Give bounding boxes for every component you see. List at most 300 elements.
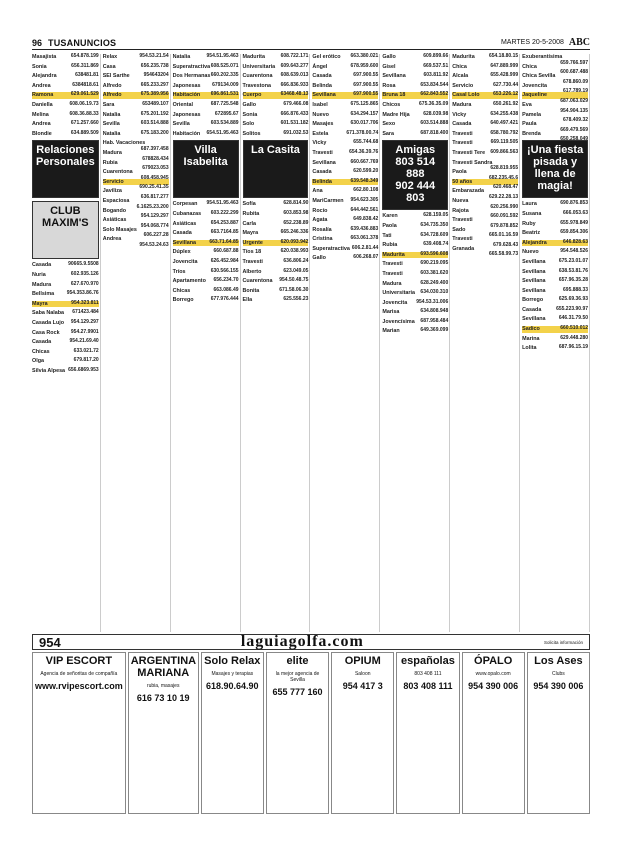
classified-ad (382, 281, 448, 288)
ad-name: Alcala (452, 73, 469, 80)
ad-name: Jovencita (382, 299, 408, 306)
ad-name: Sevillana (522, 316, 546, 323)
ad-phone[interactable]: 660.091.592 (490, 213, 519, 220)
ad-phone[interactable]: 679.878.852 (490, 222, 519, 229)
bottom-ad[interactable] (32, 652, 126, 814)
ad-phone[interactable]: 659.766.597 (560, 59, 589, 66)
ad-phone[interactable]: 663.7164.85 (210, 229, 239, 236)
bottom-ad-line: Masajes y terapias (211, 671, 254, 677)
ad-phone[interactable]: 659.854.306 (560, 229, 589, 236)
ad-phone[interactable]: 697.900.55 (353, 91, 379, 98)
ad-phone[interactable]: 646.828.63 (563, 238, 589, 245)
ad-phone[interactable]: 954643204 (143, 72, 169, 79)
ad-phone[interactable]: 608.722.171 (280, 53, 309, 59)
ad-phone[interactable]: 620.599.20 (353, 168, 379, 175)
ad-name: Sevillana (382, 73, 406, 80)
ad-phone[interactable]: 646.31.79.50 (558, 315, 589, 322)
display-ad-phone[interactable]: 803 514 888 (395, 156, 436, 181)
classified-ad (382, 213, 448, 220)
ad-phone[interactable]: 654.18.80.15 (488, 53, 519, 59)
ad-phone[interactable]: 690.219.095 (420, 260, 449, 267)
ad-phone[interactable]: 617.789.19 (563, 88, 589, 95)
classified-ad (103, 131, 169, 138)
display-ad-title: Villa Isabelita (183, 144, 228, 169)
ad-phone[interactable]: 627.730.44 (493, 81, 519, 88)
ad-phone[interactable]: 954.53.21.54 (139, 53, 169, 59)
ad-phone[interactable]: 630.017.706 (350, 120, 379, 127)
classified-ad (312, 198, 378, 205)
ad-phone[interactable]: 690.25.41.35 (139, 184, 169, 191)
ad-phone[interactable]: 656.6869.953 (68, 366, 99, 373)
classified-ad (312, 217, 378, 224)
ad-phone[interactable]: 629.22.28.13 (488, 193, 519, 200)
ad-name: Cuarentona (242, 278, 273, 285)
ad-name: Susana (522, 210, 542, 217)
ad-name: Solo (242, 121, 255, 128)
ad-name: Travesti (452, 236, 473, 243)
ad-phone[interactable]: 603.811.92 (423, 72, 449, 79)
ad-phone[interactable]: 654.878.199 (70, 53, 99, 59)
classified-ad (522, 269, 588, 276)
ad-phone[interactable]: 606.268.07 (353, 254, 379, 261)
ad-phone[interactable]: 629.448.280 (560, 334, 589, 341)
ad-phone[interactable]: 634.030.310 (420, 289, 449, 296)
ad-phone[interactable]: 678.959.600 (350, 62, 379, 69)
ad-phone[interactable]: 655.744.68 (353, 139, 379, 146)
ad-phone[interactable]: 634.294.157 (350, 110, 379, 117)
ad-phone[interactable]: 656.311.869 (71, 62, 99, 69)
ad-phone[interactable]: 696.861.531 (210, 91, 239, 98)
ad-name: Nuria (32, 271, 46, 278)
ad-name: Sexo (382, 121, 396, 128)
ad-name: Silvia Alpesa (32, 367, 66, 374)
ad-name: Eva (522, 101, 532, 108)
ad-phone[interactable]: 671.378.00.74 (346, 129, 379, 136)
ad-phone[interactable]: 663.71.64.85 (209, 238, 239, 245)
classified-ad (522, 230, 588, 237)
ad-phone[interactable]: 679023.053 (142, 165, 169, 172)
ad-phone[interactable]: 954.323.811 (71, 299, 99, 306)
ad-name: Travesti (452, 217, 473, 224)
bottom-ad-title: ÓPALO (474, 655, 513, 667)
ad-phone[interactable]: 675.23.01.07 (558, 257, 589, 264)
ad-phone[interactable]: 609.866.563 (490, 148, 519, 155)
ad-phone[interactable]: 628.249.400 (420, 279, 449, 286)
bottom-ad-line: Clubs (551, 671, 565, 677)
ad-phone[interactable]: 640.497.421 (490, 120, 519, 127)
ad-phone[interactable]: 678.860.09 (563, 78, 589, 85)
ad-phone[interactable]: 687.818.400 (420, 129, 449, 136)
ad-phone[interactable]: 654.36.39.76 (349, 148, 379, 155)
ad-name: MariCarmen (312, 197, 344, 204)
ad-name: Mayra (242, 230, 259, 237)
classified-ad (32, 282, 99, 289)
ad-name: Sevillana (312, 92, 336, 99)
ad-phone[interactable]: 671.257.660 (70, 120, 99, 127)
display-ad-box (32, 140, 99, 198)
ad-phone[interactable]: 679.628.43 (493, 241, 519, 248)
ad-phone[interactable]: 662.843.552 (420, 91, 449, 98)
classified-ad (452, 112, 518, 119)
classified-ad (522, 326, 588, 333)
ad-phone[interactable]: 679.466.08 (283, 100, 309, 107)
ad-phone[interactable]: 697.900.55 (353, 72, 379, 79)
classified-ad (312, 236, 378, 243)
ad-phone[interactable]: 669.479.569 (560, 126, 589, 133)
ad-phone[interactable]: 672895.67 (214, 110, 239, 117)
ad-name: Marian (382, 328, 400, 335)
classified-ad (312, 150, 378, 157)
classified-ad (312, 246, 378, 253)
classified-column (382, 54, 450, 632)
bottom-ad[interactable] (527, 652, 590, 814)
ad-phone[interactable]: 647.889.999 (490, 62, 519, 69)
ad-phone[interactable]: 603.534.889 (210, 120, 239, 127)
display-ad-phone[interactable]: 902 444 803 (395, 180, 436, 205)
classified-ad (103, 73, 169, 80)
ad-phone[interactable]: 655.428.999 (490, 72, 519, 79)
ad-phone[interactable]: 954.53.24.63 (139, 241, 169, 248)
ad-phone[interactable]: 678828.434 (142, 155, 169, 162)
ad-phone[interactable]: 628.159.05 (423, 212, 449, 219)
classified-ad (312, 208, 378, 215)
ad-name: Sevillana (172, 239, 196, 246)
ad-name: Travesti (312, 149, 333, 156)
strip-number: 954 (39, 634, 61, 650)
ad-phone[interactable]: 625.556.23 (283, 296, 309, 303)
classified-ad (32, 358, 99, 365)
ad-phone[interactable]: 608.525.071 (210, 62, 239, 69)
ad-phone[interactable]: 639.548.349 (350, 177, 379, 184)
ad-phone[interactable]: 650.261.92 (493, 100, 519, 107)
classified-ad (382, 252, 448, 259)
ad-phone[interactable]: 620.038.993 (280, 248, 309, 255)
ad-phone[interactable]: 693.596.608 (420, 250, 449, 257)
bottom-ad[interactable] (128, 652, 199, 814)
ad-phone[interactable]: 620.093.942 (280, 238, 309, 245)
classified-ad (173, 112, 239, 119)
classified-ad (32, 262, 99, 269)
ad-phone[interactable]: 677.976.444 (210, 296, 239, 303)
ad-name: Saba Nalaba (32, 310, 65, 317)
ad-phone[interactable]: 636.817.277 (140, 193, 169, 200)
ad-name: Superatractiva (312, 245, 350, 252)
ad-phone[interactable]: 666.053.63 (563, 209, 589, 216)
classified-column (452, 54, 520, 632)
ad-name: Casal Lolo (452, 92, 480, 99)
ad-phone[interactable]: 603.514.888 (140, 120, 169, 127)
ad-phone[interactable]: 687.96.15.19 (558, 344, 589, 351)
ad-phone[interactable]: 601.531.182 (280, 120, 309, 127)
ad-phone[interactable]: 954.904.135 (560, 107, 589, 114)
ad-phone[interactable]: 679134.009 (212, 81, 239, 88)
ad-phone[interactable]: 626.452.984 (210, 257, 239, 264)
ad-name: Jovencita (172, 258, 198, 265)
ad-name: Casada Lujo (32, 319, 65, 326)
ad-phone[interactable]: 633.021.72 (73, 347, 99, 354)
ad-phone[interactable]: 603.222.299 (210, 209, 239, 216)
ad-phone[interactable]: 657.96.35.28 (558, 277, 589, 284)
classified-ad (312, 73, 378, 80)
ad-phone[interactable]: 649.369.099 (420, 327, 449, 334)
ad-phone[interactable]: 660.667.769 (350, 158, 379, 165)
ad-name: Borrego (522, 297, 544, 304)
ad-name: Ramona (32, 92, 54, 99)
classified-ad (243, 201, 309, 208)
ad-phone[interactable]: 660.510.012 (560, 325, 589, 332)
ad-name: Gisel (382, 63, 396, 70)
ad-phone[interactable]: 636.806.24 (283, 257, 309, 264)
classifieds-columns (32, 54, 590, 632)
ad-phone[interactable]: 634.728.609 (420, 231, 449, 238)
ad-phone[interactable]: 663.086.49 (213, 286, 239, 293)
ad-name: Rubia (382, 242, 398, 249)
classified-ad (312, 92, 378, 99)
classified-ad (32, 320, 99, 327)
ad-name: Paola (382, 222, 397, 229)
ad-phone[interactable]: 954.27.9901 (70, 328, 99, 335)
ad-phone[interactable]: 625.69.36.93 (558, 296, 589, 303)
ad-name: Casada (522, 306, 542, 313)
ad-phone[interactable]: 671.58.06.30 (279, 286, 309, 293)
ad-phone[interactable]: 675.36.35.09 (419, 100, 449, 107)
classified-ad (382, 300, 448, 307)
ad-phone[interactable]: 609.899.66 (423, 53, 449, 59)
classified-ad (243, 249, 309, 256)
ad-phone[interactable]: 665.233.297 (140, 81, 169, 88)
ad-phone[interactable]: 663.061.378 (350, 235, 379, 242)
ad-phone[interactable]: 665.01.16.59 (488, 232, 519, 239)
ad-phone[interactable]: 675.389.956 (140, 91, 169, 98)
ad-phone[interactable]: 675.125.865 (350, 100, 379, 107)
ad-name: Gallo (312, 255, 326, 262)
ad-phone[interactable]: 90665.9.5508 (68, 261, 99, 268)
classified-ad (312, 102, 378, 109)
ad-phone[interactable]: 954.353.86.76 (66, 290, 99, 297)
ad-phone[interactable]: 954.129.297 (140, 213, 169, 220)
ad-name: Solitos (242, 130, 261, 137)
classified-ad (452, 140, 518, 147)
ad-phone[interactable]: 623.049.05 (283, 267, 309, 274)
ad-phone[interactable]: 687.725.548 (210, 100, 239, 107)
ad-phone[interactable]: 653.834.544 (420, 81, 449, 88)
ad-name: Cuerpo (242, 92, 262, 99)
ad-phone[interactable]: 608.06.19.73 (69, 100, 99, 107)
ad-phone[interactable]: 620.256.990 (490, 203, 519, 210)
classified-ad (173, 54, 239, 61)
classified-ad (173, 211, 239, 218)
bottom-ad-title: españolas (401, 655, 455, 667)
ad-name: Chica (452, 63, 467, 70)
ad-name: Belinda (312, 82, 332, 89)
classified-column (243, 54, 311, 632)
ad-phone[interactable]: 954.51.95.463 (206, 200, 239, 207)
ad-phone[interactable]: 675.201.192 (140, 110, 169, 117)
ad-name: Chicas (172, 287, 191, 294)
ad-phone[interactable]: 602.935.126 (70, 270, 99, 277)
ad-phone[interactable]: 6.1625.23.200 (136, 203, 169, 210)
classified-ad (32, 92, 99, 99)
ad-phone[interactable]: 628.039.98 (423, 110, 449, 117)
ad-phone[interactable]: 665.58.99.73 (488, 251, 519, 258)
ad-phone[interactable]: 679.817.20 (73, 357, 99, 364)
ad-name: Andrea (102, 236, 122, 243)
bottom-ad[interactable] (331, 652, 394, 814)
classified-ad (243, 73, 309, 80)
ad-phone[interactable]: 669.537.51 (423, 62, 449, 69)
bottom-ad[interactable] (201, 652, 264, 814)
ad-phone[interactable]: 629.061.529 (70, 91, 99, 98)
ad-phone[interactable]: 954.623.305 (350, 196, 379, 203)
ad-phone[interactable]: 954.129.297 (70, 318, 99, 325)
ad-phone[interactable]: 634.889.509 (70, 129, 99, 136)
ad-phone[interactable]: 628.819.955 (490, 165, 519, 172)
ad-phone[interactable]: 954.21.69.40 (69, 338, 99, 345)
classified-ad (103, 121, 169, 128)
ad-phone[interactable]: 666.836.933 (280, 81, 309, 88)
classified-ad (522, 316, 588, 323)
ad-phone[interactable]: 690.876.853 (560, 200, 589, 207)
ad-phone[interactable]: 671423.484 (72, 309, 99, 316)
bottom-ad[interactable] (462, 652, 525, 814)
ad-phone[interactable]: 656.234.70 (213, 277, 239, 284)
ad-phone[interactable]: 603.514.888 (420, 120, 449, 127)
ad-phone[interactable]: 658.780.792 (490, 129, 519, 136)
classified-ad (522, 307, 588, 314)
ad-phone[interactable]: 695.888.33 (563, 286, 589, 293)
ad-phone[interactable]: 663.380.021 (350, 53, 379, 59)
classified-ad (243, 121, 309, 128)
bottom-ad[interactable] (396, 652, 459, 814)
ad-name: Pamela (522, 111, 542, 118)
ad-phone[interactable]: 682.235.45.6 (488, 174, 519, 181)
ad-name: Gallo (382, 54, 396, 60)
classified-ad (452, 54, 518, 61)
ad-name: Gallo (242, 101, 256, 108)
ad-phone[interactable]: 634.808.948 (420, 308, 449, 315)
classified-ad (173, 240, 239, 247)
classified-ad (452, 73, 518, 80)
ad-name: Casada (32, 339, 52, 346)
ad-phone[interactable]: 669.119.505 (490, 139, 519, 146)
ad-phone[interactable]: 639.408.74 (423, 241, 449, 248)
ad-phone[interactable]: 654.253.887 (210, 219, 239, 226)
ad-name: Cristina (312, 236, 333, 243)
ad-phone[interactable]: 638481.81 (75, 72, 99, 79)
classified-ad (312, 160, 378, 167)
classified-ad (522, 288, 588, 295)
ad-phone[interactable]: 687.958.484 (420, 317, 449, 324)
bottom-ad-phone: 616 73 10 19 (136, 693, 190, 703)
classified-ad (452, 102, 518, 109)
classified-ad (522, 201, 588, 208)
classified-ad (173, 121, 239, 128)
ad-name: Corpesan (172, 201, 198, 208)
ad-name: Casa Rock (32, 329, 60, 336)
ad-phone[interactable]: 675.183.200 (140, 129, 169, 136)
classified-ad (173, 201, 239, 208)
ad-phone[interactable]: 687.063.029 (560, 97, 589, 104)
ad-phone[interactable]: 600.687.488 (560, 69, 589, 76)
ad-phone[interactable]: 606.227.28 (143, 232, 169, 239)
ad-name: Jaqueline (522, 92, 548, 99)
ad-phone[interactable]: 627.670.970 (70, 280, 99, 287)
ad-phone[interactable]: 630.566.155 (210, 267, 239, 274)
ad-phone[interactable]: 650.258.049 (560, 136, 589, 143)
ad-phone[interactable]: 954.50.48.75 (279, 277, 309, 284)
ad-phone[interactable]: 691.032.53 (283, 129, 309, 136)
ad-phone[interactable]: 63468.48.13 (280, 91, 309, 98)
ad-name: Cuarentona (102, 169, 133, 176)
ad-phone[interactable]: 606.2.81.44 (351, 244, 379, 251)
ad-name: Jovencísima (382, 318, 415, 325)
ad-name: Paula (522, 121, 537, 128)
ad-phone[interactable]: 655.223.90.97 (556, 305, 589, 312)
classified-ad (173, 230, 239, 237)
ad-phone[interactable]: 6384818.61 (72, 81, 99, 88)
classified-ad (243, 112, 309, 119)
ad-phone[interactable]: 652.238.89 (283, 219, 309, 226)
ad-phone[interactable]: 639.436.883 (350, 225, 379, 232)
ad-phone[interactable]: 697.900.55 (353, 81, 379, 88)
ad-phone[interactable]: 954.51.95.463 (206, 53, 239, 59)
ad-phone[interactable]: 603.381.620 (420, 269, 449, 276)
ad-phone[interactable]: 608.458.945 (140, 174, 169, 181)
ad-name: Sara (382, 130, 395, 137)
bottom-ad-line: Agencia de señoritas de compañía (40, 671, 118, 677)
ad-phone[interactable]: 634.735.350 (420, 221, 449, 228)
ad-phone[interactable]: 655.978.849 (560, 219, 589, 226)
ad-phone[interactable]: 653489.107 (142, 100, 169, 107)
ad-phone[interactable]: 678.409.32 (563, 117, 589, 124)
ad-phone[interactable]: 954.548.526 (560, 248, 589, 255)
ad-phone[interactable]: 649.838.42 (353, 216, 379, 223)
ad-phone[interactable]: 666.876.433 (280, 110, 309, 117)
display-ad-title: CLUB MAXIM'S (42, 205, 89, 230)
ad-phone[interactable]: 954.53.31.006 (416, 298, 449, 305)
classified-ad (173, 259, 239, 266)
ad-phone[interactable]: 603.853.98 (283, 209, 309, 216)
ad-phone[interactable]: 656.235.738 (140, 62, 169, 69)
ad-phone[interactable]: 687.397.458 (140, 145, 169, 152)
ad-phone[interactable]: 660.687.88 (213, 248, 239, 255)
ad-phone[interactable]: 662.80.108 (353, 187, 379, 194)
ad-phone[interactable]: 608.36.88.33 (69, 110, 99, 117)
ad-name: Natalia (102, 130, 121, 137)
ad-phone[interactable]: 653.226.12 (493, 91, 519, 98)
ad-phone[interactable]: 954.068.774 (140, 222, 169, 229)
classified-ad (452, 121, 518, 128)
ad-phone[interactable]: 620.468.47 (493, 184, 519, 191)
bottom-ad[interactable] (266, 652, 329, 814)
ad-phone[interactable]: 638.53.81.76 (558, 267, 589, 274)
ad-phone[interactable]: 660.202.335 (210, 72, 239, 79)
ad-phone[interactable]: 665.246.336 (280, 229, 309, 236)
ad-phone[interactable]: 634.255.438 (490, 110, 519, 117)
ad-phone[interactable]: 644.442.561 (350, 206, 379, 213)
classified-ad (312, 83, 378, 90)
ad-name: Ella (242, 297, 253, 304)
ad-phone[interactable]: 608.639.013 (280, 72, 309, 79)
ad-name: Sonia (242, 111, 258, 118)
strip-title[interactable]: laguiagolfa.com (240, 633, 364, 650)
ad-phone[interactable]: 628.814.90 (283, 200, 309, 207)
bottom-ad-line: 803 408 111 (414, 671, 442, 677)
display-ad-box (32, 201, 99, 259)
ad-phone[interactable]: 609.643.277 (280, 62, 309, 69)
classified-ad (522, 240, 588, 247)
ad-phone[interactable]: 654.51.95.463 (206, 129, 239, 136)
